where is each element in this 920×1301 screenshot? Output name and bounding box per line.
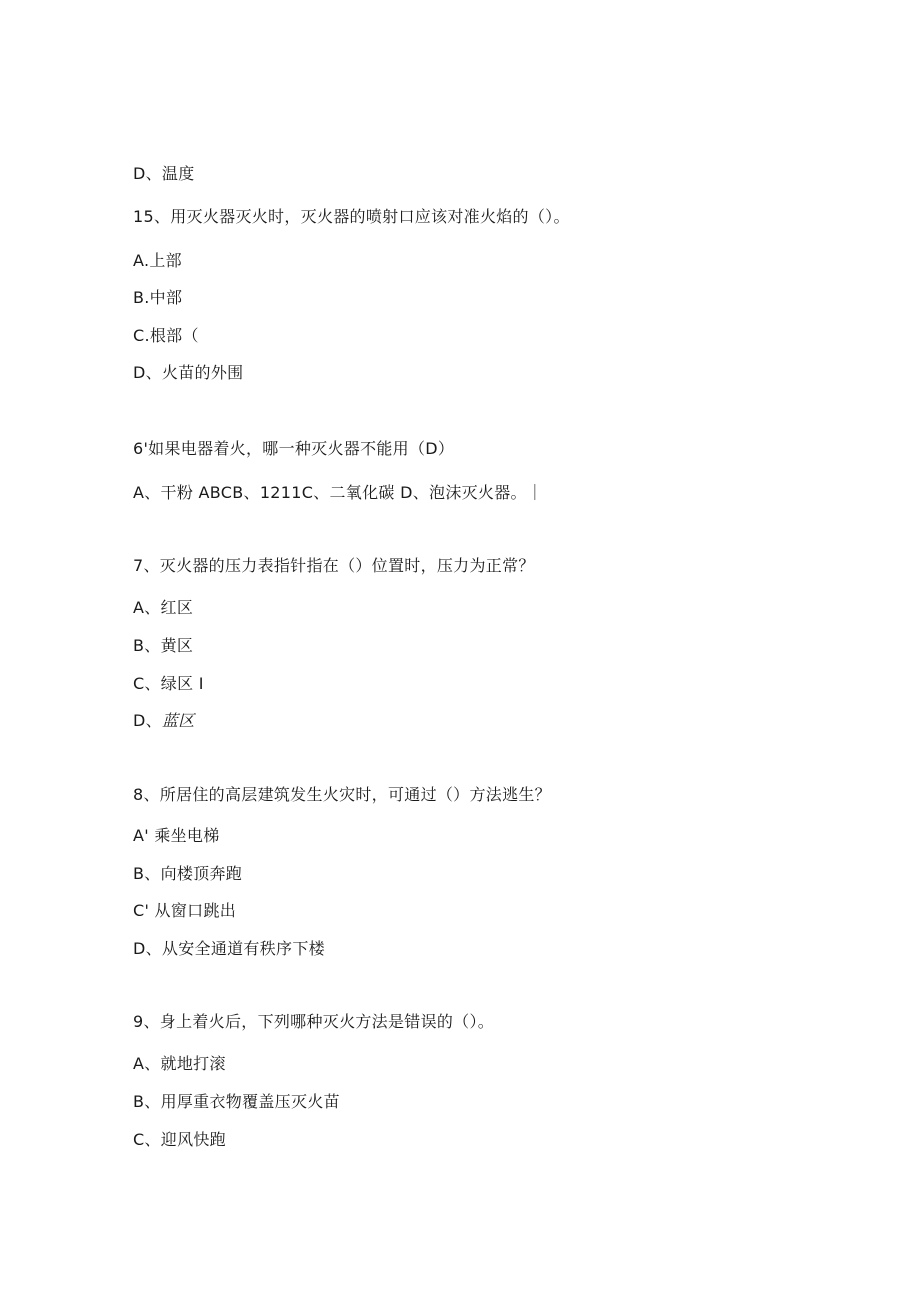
q8-option-c: C' 从窗口跳出 xyxy=(133,901,237,920)
q7-option-d xyxy=(133,711,195,731)
q7-option-d-text: 蓝区 xyxy=(161,711,195,730)
q7-option-d-label: D、 xyxy=(133,711,162,730)
q8-option-a: A' 乘坐电梯 xyxy=(133,826,220,845)
q9-option-c: C、迎风快跑 xyxy=(133,1130,226,1149)
q15-question: 15、用灭火器灭火时，灭火器的喷射口应该对准火焰的（）。 xyxy=(133,207,570,226)
q7-question: 7、灭火器的压力表指针指在（）位置时，压力为正常？ xyxy=(133,556,535,575)
q15-option-a: A.上部 xyxy=(133,251,182,270)
q14-option-d: D、温度 xyxy=(133,164,195,183)
q8-option-b: B、向楼顶奔跑 xyxy=(133,864,243,883)
q15-option-b: B.中部 xyxy=(133,288,183,307)
q6-options: A、干粉 ABCB、1211C、二氧化碳 D、泡沫灭火器。｜ xyxy=(133,483,544,502)
q8-question: 8、所居住的高层建筑发生火灾时，可通过（）方法逃生？ xyxy=(133,785,551,804)
q15-option-c: C.根部（ xyxy=(133,326,199,345)
q9-option-a: A、就地打滚 xyxy=(133,1054,226,1073)
q7-option-c: C、绿区 I xyxy=(133,674,204,693)
q9-question: 9、身上着火后，下列哪种灭火方法是错误的（）。 xyxy=(133,1012,495,1031)
q6-question: 6'如果电器着火，哪一种灭火器不能用（D） xyxy=(133,439,455,458)
q7-option-a: A、红区 xyxy=(133,598,194,617)
q15-option-d: D、火苗的外围 xyxy=(133,363,244,382)
q7-option-b: B、黄区 xyxy=(133,636,194,655)
q9-option-b: B、用厚重衣物覆盖压灭火苗 xyxy=(133,1092,340,1111)
q8-option-d: D、从安全通道有秩序下楼 xyxy=(133,939,325,958)
